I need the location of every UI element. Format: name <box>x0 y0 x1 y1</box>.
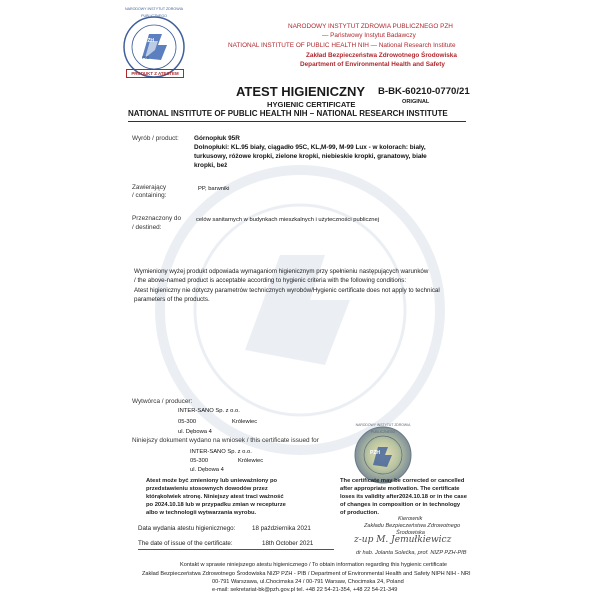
manufacturer-label: Wytwórca / producer: <box>132 398 193 405</box>
certificate-subtitle: HYGIENIC CERTIFICATE <box>267 100 356 109</box>
manufacturer-city: Królewiec <box>232 419 258 425</box>
issued-to-label: Niniejszy dokument wydano na wniosek / this certificate issued for <box>132 437 319 444</box>
manufacturer-name: INTER-SANO Sp. z o.o. <box>178 408 240 414</box>
product-value-3: turkusowy, różowe kropki, zielone kropki, niebieskie kropki, granatowy, białe <box>194 153 427 160</box>
issued-to-street: ul. Dębowa 4 <box>190 467 224 473</box>
contains-label-2: / containing: <box>132 192 167 199</box>
head-line-2: Środowiska <box>396 530 425 536</box>
product-label: Wyrób / product: <box>132 135 179 142</box>
header-line-4: Zakład Bezpieczeństwa Zdrowotnego Środowiska <box>306 52 457 59</box>
intended-value: celów sanitarnych w budynkach mieszkalnych i użyteczności publicznej <box>196 217 380 223</box>
header-line-5: Department of Environmental Health and Safety <box>300 61 445 68</box>
product-value-2: Dolnopłuki: KL.95 biały, ciągadło 95C, KL,M-99, M-99 Lux - w kolorach: biały, <box>194 144 426 151</box>
intended-label-1: Przeznaczony do <box>132 215 182 222</box>
title-divider <box>128 121 466 122</box>
footer-line-1: Kontakt w sprawie niniejszego atestu higienicznego / To obtain information regarding this hygienic certificate <box>180 562 447 568</box>
head-name: dr hab. Jolanta Solećka, prof. NIZP PZH-PIB <box>356 550 467 556</box>
product-value-1: Górnopłuk 95R <box>194 135 240 142</box>
issued-to-city: Królewiec <box>238 458 264 464</box>
seal-center-text: PZH <box>370 450 380 456</box>
conditions-pl-2: przedstawieniu stosownych dowodów przez <box>146 486 268 492</box>
conditions-pl-3: którąkolwiek stronę. Niniejszy atest traci ważność <box>146 494 284 500</box>
conditions-en-1: The certificate may be corrected or cancelled <box>340 478 465 484</box>
logo-pib-text: PIB <box>142 55 150 60</box>
conditions-pl-5: albo w technologii wytwarzania wyrobu. <box>146 510 257 516</box>
original-label: ORIGINAL <box>402 99 430 105</box>
product-value-4: kropki, beż <box>194 162 228 169</box>
certificate-number: B-BK-60210-0770/21 <box>378 86 470 97</box>
logo-ring-text: NARODOWY INSTYTUT ZDROWIA PUBLICZNEGO <box>125 7 183 18</box>
logo-mid-text: PZH <box>144 38 154 44</box>
logo-badge: PRODUKT Z ATESTEM <box>126 69 184 78</box>
conditions-en-3: loses its validity after2024.10.18 or in the case <box>340 494 467 500</box>
head-signature: z-up M. Jemułkiewicz <box>354 535 452 545</box>
conditions-en-5: of production. <box>340 510 379 516</box>
issue-date-value-en: 18th October 2021 <box>262 540 314 547</box>
institute-watermark <box>150 160 450 460</box>
issued-to-name: INTER-SANO Sp. z o.o. <box>190 449 252 455</box>
issue-date-label-pl: Data wydania atestu higienicznego: <box>138 525 236 532</box>
header-line-3: NATIONAL INSTITUTE OF PUBLIC HEALTH NIH — National Research Institute <box>228 42 456 49</box>
header-line-1: NARODOWY INSTYTUT ZDROWIA PUBLICZNEGO PZH <box>288 23 453 30</box>
seal-ring-text: NARODOWY INSTYTUT ZDROWIA PUBLICZNEGO <box>355 423 411 434</box>
issue-date-value-pl: 18 października 2021 <box>252 525 311 532</box>
head-title: Kierownik <box>398 516 423 522</box>
issued-to-postcode: 05-300 <box>190 458 209 464</box>
contains-label-1: Zawierający <box>132 184 167 191</box>
footer-line-4: e-mail: sekretariat-bk@pzh.gov.pl tel. +48 22 54-21-354, +48 22 54-21-349 <box>212 587 398 593</box>
date-underline <box>138 549 334 550</box>
conditions-pl-1: Atest może być zmieniony lub unieważniony po <box>146 478 278 484</box>
manufacturer-postcode: 05-300 <box>178 419 197 425</box>
certificate-title: ATEST HIGIENICZNY <box>236 84 366 99</box>
conditions-pl-4: po 2024.10.18 lub w przypadku zmian w recepturze <box>146 502 286 508</box>
conditions-en-4: of changes in composition or in technology <box>340 502 461 508</box>
manufacturer-street: ul. Dębowa 4 <box>178 429 212 435</box>
statement-line-1: Wymieniony wyżej produkt odpowiada wymaganiom higienicznym przy spełnieniu następujących warunków <box>134 268 429 275</box>
header-line-2: — Państwowy Instytut Badawczy <box>322 32 416 39</box>
head-line-1: Zakładu Bezpieczeństwa Zdrowotnego <box>364 523 461 529</box>
institute-name: NATIONAL INSTITUTE OF PUBLIC HEALTH NIH – NATIONAL RESEARCH INSTITUTE <box>128 109 448 118</box>
statement-line-4: parameters of the products. <box>134 296 210 303</box>
contains-value: PP, barwniki <box>198 186 230 192</box>
intended-label-2: / destined: <box>132 224 162 231</box>
footer-line-2: Zakład Bezpieczeństwa Zdrowotnego Środowiska NIZP PZH - PIB / Department of Environmental Health and Safety NIPH NIH - NRI <box>142 571 471 577</box>
footer-line-3: 00-791 Warszawa, ul.Chocimska 24 / 00-791 Warsaw, Chocimska 24, Poland <box>212 579 404 585</box>
statement-line-3: Atest higieniczny nie dotyczy parametrów technicznych wyrobów/Hygienic certificate does not apply to technical <box>134 287 440 294</box>
statement-line-2: / the above-named product is acceptable according to hygienic criteria with the following conditions: <box>134 277 407 284</box>
issue-date-label-en: The date of issue of the certificate: <box>138 540 233 547</box>
conditions-en-2: after appropriate motivation. The certificate <box>340 486 460 492</box>
